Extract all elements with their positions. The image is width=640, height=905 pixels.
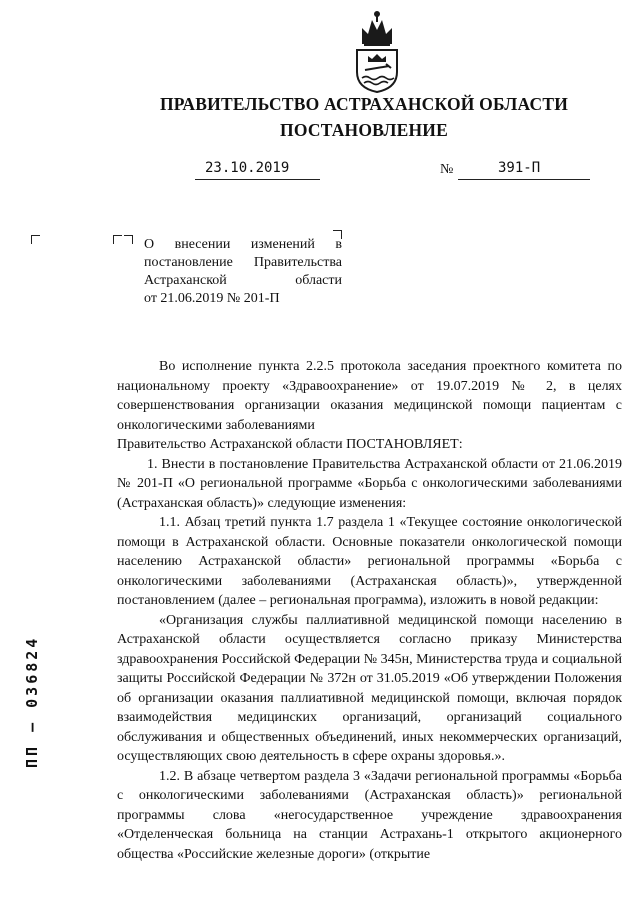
subject-line: от 21.06.2019 № 201-П [144, 291, 280, 306]
decree-subject [144, 236, 342, 308]
serial-number: ПП – 036824 [23, 635, 41, 768]
government-title: ПРАВИТЕЛЬСТВО АСТРАХАНСКОЙ ОБЛАСТИ [159, 94, 569, 114]
subject-line: О внесении изменений в [144, 237, 342, 252]
coat-of-arms-emblem [348, 6, 406, 94]
quoted-text-paragraph: «Организация службы паллиативной медицинской помощи населению в Астраханской области осуществляется согласно приказу Министерства здравоохранения Российской Федерации № 345н, Министерства труда и социальной защиты Российской Федерации № 372н от 31.05.2019 «Об утверждении Положения об организации оказания паллиативной медицинской помощи, включая порядок взаимодействия медицинских организаций, организаций социального обслуживания и общественных объединений, иных некоммерческих организаций, осуществляющих свою деятельность в сфере охраны здоровья.». [117, 612, 622, 764]
clause-1-1-paragraph: 1.1. Абзац третий пункта 1.7 раздела 1 «Текущее состояние онкологической помощи в Астраханской области. Основные показатели онкологической помощи населению Астраханской области» региональной программы «Борьба с онкологическими заболеваниями (Астраханская область)», утвержденной постановлением (далее – региональная программа), изложить в новой редакции: [117, 515, 622, 608]
resolution-paragraph: Правительство Астраханской области ПОСТАНОВЛЯЕТ: [117, 437, 463, 452]
subject-line: Астраханской области [144, 273, 342, 288]
decree-number: 391-П [458, 160, 590, 180]
document-type-title: ПОСТАНОВЛЕНИЕ [280, 120, 448, 140]
preamble-paragraph: Во исполнение пункта 2.2.5 протокола заседания проектного комитета по национальному проекту «Здравоохранение» от 19.07.2019 № 2, в целях совершенствования организации оказания медицинской помощи пациентам с онкологическими заболеваниями [117, 359, 622, 433]
subject-corner-mark-left [113, 235, 122, 244]
subject-corner-mark-inner [124, 235, 133, 244]
number-label: № [440, 162, 454, 177]
clause-1-2-paragraph: 1.2. В абзаце четвертом раздела 3 «Задачи региональной программы «Борьба с онкологическими заболеваниями (Астраханская область)» региональной программы слова «негосударственное учреждение здравоохранения «Отделенческая больница на станции Астрахань-1 открытого акционерного общества «Российские железные дороги» (открытие [117, 768, 622, 862]
decree-body [117, 357, 622, 864]
subject-line: постановление Правительства [144, 255, 342, 270]
clause-1-paragraph: 1. Внести в постановление Правительства Астраханской области от 21.06.2019 № 201-П «О региональной программе «Борьба с онкологическими заболеваниями (Астраханская область)» следующие изменения: [117, 456, 622, 511]
decree-date: 23.10.2019 [195, 160, 320, 180]
margin-corner-mark [31, 235, 40, 244]
